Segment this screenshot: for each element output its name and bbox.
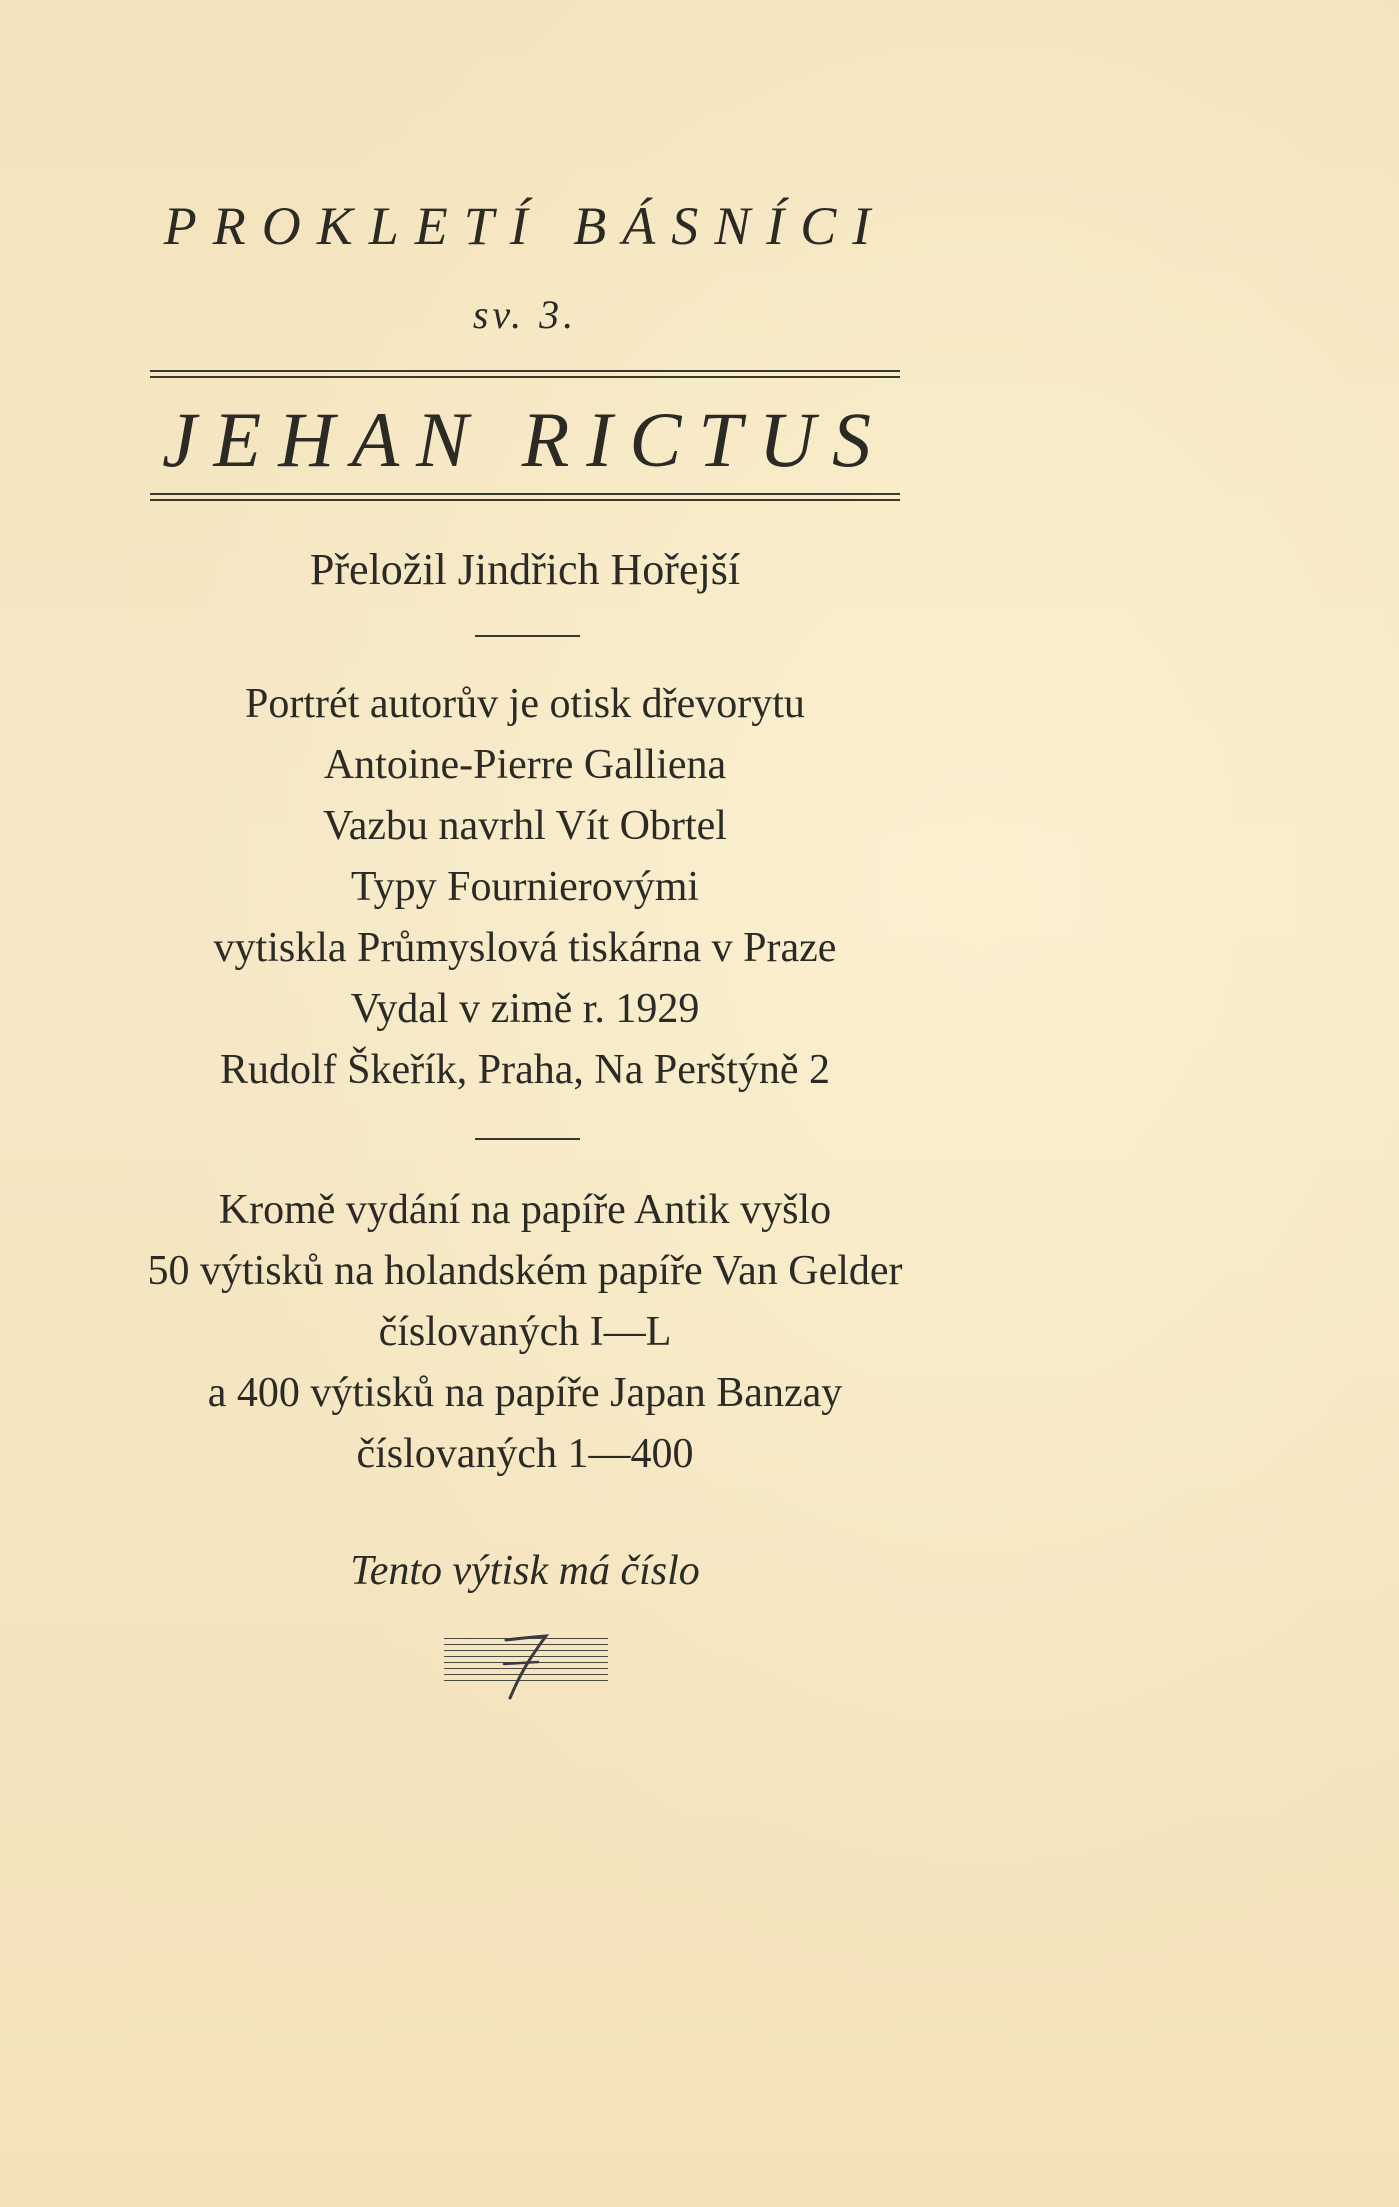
edition-line: Kromě vydání na papíře Antik vyšlo: [218, 1187, 832, 1233]
edition-notice: [60, 1180, 990, 1485]
edition-line: číslovaných 1—400: [356, 1431, 694, 1477]
credits-line: Vydal v zimě r. 1929: [350, 986, 700, 1032]
edition-line: číslovaných I—L: [378, 1309, 672, 1355]
copy-number-label: Tento výtisk má číslo: [350, 1548, 700, 1594]
credits-line: Typy Fournierovými: [350, 864, 700, 910]
credits-line: vytiskla Průmyslová tiskárna v Praze: [213, 925, 837, 971]
divider-rule-2: [475, 1138, 580, 1140]
credits-line: Portrét autorův je otisk dřevorytu: [245, 681, 805, 727]
credits-line: Rudolf Škeřík, Praha, Na Perštýně 2: [219, 1047, 831, 1093]
volume-number: sv. 3.: [472, 292, 578, 337]
top-double-rule: [150, 370, 900, 378]
copy-number-field: [444, 1630, 608, 1686]
bottom-double-rule: [150, 493, 900, 501]
author-name: JEHAN RICTUS: [161, 396, 889, 483]
handwritten-number-seven: [444, 1630, 608, 1700]
credits-line: Vazbu navrhl Vít Obrtel: [323, 803, 727, 849]
credits-block: [150, 674, 900, 1101]
translator-line: Přeložil Jindřich Hořejší: [309, 545, 741, 594]
edition-line: a 400 výtisků na papíře Japan Banzay: [207, 1370, 843, 1416]
credits-line: Antoine-Pierre Galliena: [323, 742, 727, 788]
series-title: PROKLETÍ BÁSNÍCI: [163, 196, 887, 256]
edition-line: 50 výtisků na holandském papíře Van Gelder: [147, 1248, 903, 1294]
divider-rule-1: [475, 635, 580, 637]
